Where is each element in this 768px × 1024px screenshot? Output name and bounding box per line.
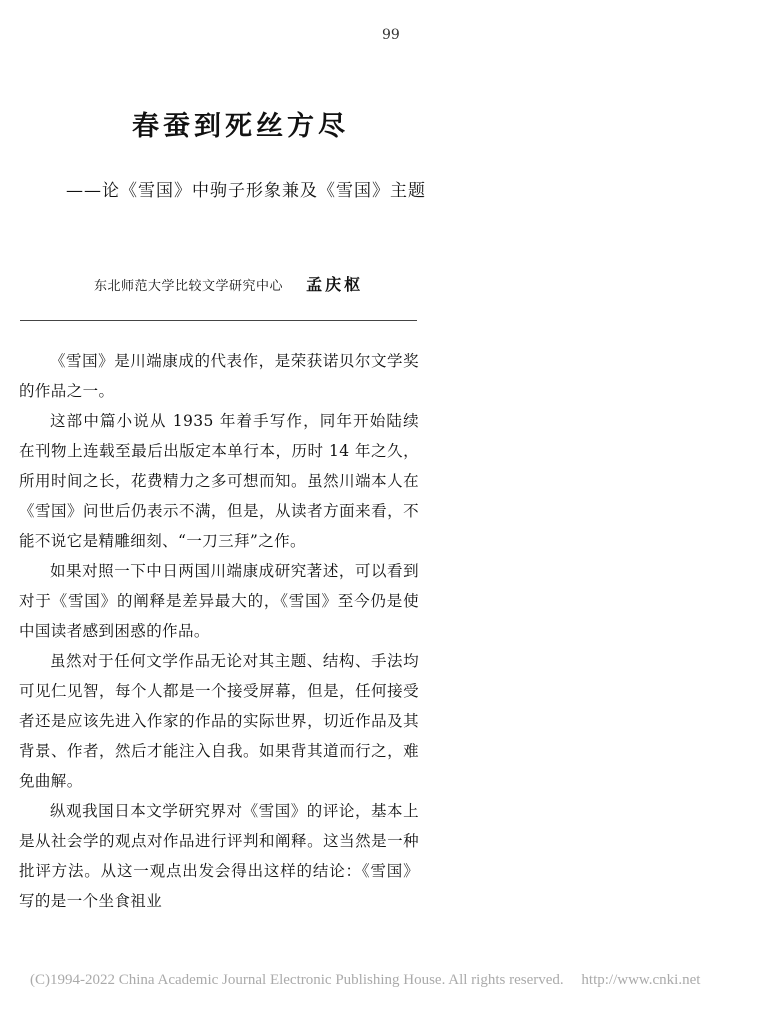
paragraph-2: 这部中篇小说从 1935 年着手写作，同年开始陆续在刊物上连载至最后出版定本单行本，历时 14 年之久，所用时间之长，花费精力之多可想而知。虽然川端本人在《雪国》问世后仍表示不满，但是，从读者方面来看，不能不说它是精雕细刻、“一刀三拜”之作。 [19, 412, 419, 550]
article-subtitle: ——论《雪国》中驹子形象兼及《雪国》主题 [66, 181, 426, 201]
copyright-footer [30, 972, 700, 989]
author-affiliation: 东北师范大学比较文学研究中心 [94, 279, 284, 294]
footer-url: http://www.cnki.net [581, 972, 701, 988]
paragraph-1: 《雪国》是川端康成的代表作，是荣获诺贝尔文学奖的作品之一。 [19, 352, 419, 400]
article-body [19, 346, 419, 916]
page-number: 99 [382, 27, 400, 43]
paragraph-4: 虽然对于任何文学作品无论对其主题、结构、手法均可见仁见智，每个人都是一个接受屏幕，但是，任何接受者还是应该先进入作家的作品的实际世界，切近作品及其背景、作者，然后才能注入自我。如果背其道而行之，难免曲解。 [19, 652, 419, 790]
copyright-text: (C)1994-2022 China Academic Journal Electronic Publishing House. All rights reserved. [30, 972, 564, 988]
paragraph-3: 如果对照一下中日两国川端康成研究著述，可以看到对于《雪国》的阐释是差异最大的，《雪国》至今仍是使中国读者感到困惑的作品。 [19, 562, 419, 640]
section-divider [20, 320, 417, 321]
paragraph-5: 纵观我国日本文学研究界对《雪国》的评论，基本上是从社会学的观点对作品进行评判和阐释。这当然是一种批评方法。从这一观点出发会得出这样的结论：《雪国》写的是一个坐食祖业 [19, 802, 419, 910]
author-name: 孟庆枢 [306, 275, 364, 294]
byline [94, 272, 363, 295]
article-title: 春蚕到死丝方尽 [132, 111, 349, 142]
